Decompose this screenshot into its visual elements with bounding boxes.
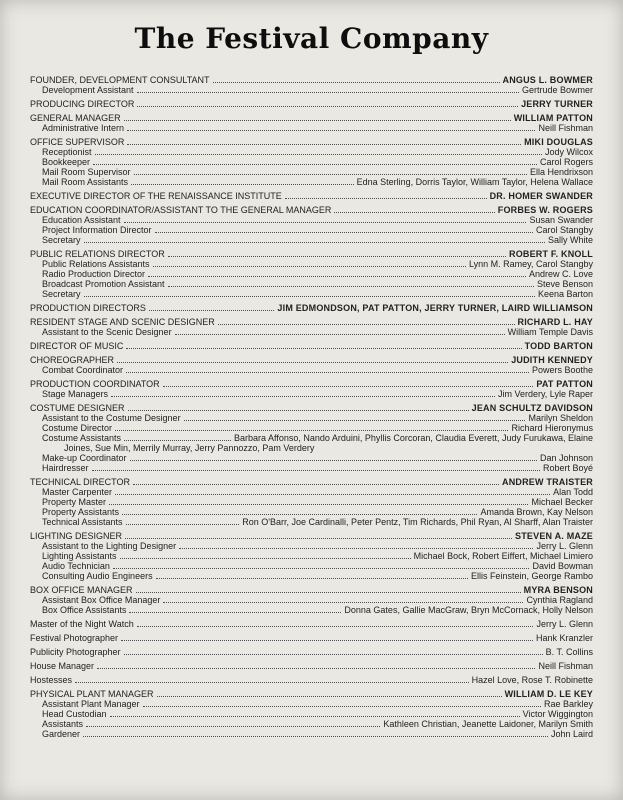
person-names: Rae Barkley [543,699,593,709]
person-names: Michael Becker [531,497,593,507]
role-label: Assistant Box Office Manager [42,595,161,605]
role-label: Make-up Coordinator [42,453,127,463]
person-names: Edna Sterling, Dorris Taylor, William Taylor, Helena Wallace [356,177,593,187]
person-names: William Temple Davis [507,327,593,337]
dotted-leader [163,602,523,603]
person-names: JUDITH KENNEDY [511,355,593,365]
role-label: CHOREOGRAPHER [30,355,115,365]
person-names: WILLIAM PATTON [513,113,593,123]
roster-row [30,487,593,497]
dotted-leader [127,144,521,145]
person-names: TODD BARTON [524,341,593,351]
roster-row [30,507,593,517]
roster-row [30,585,593,595]
role-label: RESIDENT STAGE AND SCENIC DESIGNER [30,317,215,327]
role-label: Festival Photographer [30,633,119,643]
roster-row [30,205,593,215]
dotted-leader [126,372,529,373]
person-names: David Bowman [532,561,593,571]
dotted-leader [218,324,515,325]
roster-row [30,517,593,527]
person-names: ROBERT F. KNOLL [509,249,593,259]
person-names: Ellis Feinstein, George Rambo [470,571,593,581]
dotted-leader [143,706,541,707]
roster-row [30,551,593,561]
dotted-leader [163,386,534,387]
person-names: Keena Barton [537,289,593,299]
person-names: DR. HOMER SWANDER [489,191,593,201]
dotted-leader [124,120,511,121]
dotted-leader [75,682,469,683]
roster-row [30,477,593,487]
dotted-leader [84,242,545,243]
person-names: JEAN SCHULTZ DAVIDSON [471,403,593,413]
role-label: Assistants [42,719,84,729]
dotted-leader [115,494,550,495]
role-label: Head Custodian [42,709,107,719]
dotted-leader [120,558,411,559]
role-label: House Manager [30,661,95,671]
dotted-leader [137,92,519,93]
person-names: FORBES W. ROGERS [497,205,593,215]
dotted-leader [124,222,527,223]
person-names: ANGUS L. BOWMER [502,75,593,85]
role-label: Assistant to the Costume Designer [42,413,181,423]
dotted-leader [136,592,521,593]
dotted-leader [168,286,534,287]
roster-row [30,423,593,433]
role-label: Mail Room Assistants [42,177,129,187]
roster-row [30,85,593,95]
person-names: JIM EDMONDSON, PAT PATTON, JERRY TURNER, LAIRD WILLIAMSON [277,303,593,313]
roster-row [30,157,593,167]
person-names: Cynthia Ragland [526,595,593,605]
person-names: RICHARD L. HAY [517,317,593,327]
person-names: Dan Johnson [539,453,593,463]
role-label: Consulting Audio Engineers [42,571,153,581]
dotted-leader [149,310,275,311]
roster-row [30,259,593,269]
dotted-leader [133,484,499,485]
roster-row [30,327,593,337]
role-label: FOUNDER, DEVELOPMENT CONSULTANT [30,75,210,85]
person-names: John Laird [550,729,593,739]
role-label: PUBLIC RELATIONS DIRECTOR [30,249,165,259]
roster-row [30,675,593,685]
person-names: Powers Boothe [531,365,593,375]
roster-row [30,595,593,605]
role-label: PHYSICAL PLANT MANAGER [30,689,154,699]
person-names: Neill Fishman [538,661,593,671]
person-names: Jerry L. Glenn [536,541,593,551]
dotted-leader [131,184,354,185]
roster-row [30,365,593,375]
person-names: Alan Todd [553,487,593,497]
person-names: Amanda Brown, Kay Nelson [480,507,593,517]
role-label: Mail Room Supervisor [42,167,131,177]
roster-row [30,729,593,739]
roster-row [30,571,593,581]
role-label: LIGHTING DESIGNER [30,531,123,541]
role-label: Lighting Assistants [42,551,117,561]
dotted-leader [127,130,535,131]
role-label: Master of the Night Watch [30,619,134,629]
dotted-leader [92,470,540,471]
role-label: BOX OFFICE MANAGER [30,585,133,595]
roster-row [30,497,593,507]
roster-row [30,269,593,279]
person-names: Gertrude Bowmer [521,85,593,95]
role-label: COSTUME DESIGNER [30,403,125,413]
dotted-leader [124,440,231,441]
role-label: Radio Production Director [42,269,146,279]
roster-row [30,99,593,109]
dotted-leader [168,256,506,257]
person-names: Carol Rogers [539,157,593,167]
person-names: Jerry L. Glenn [536,619,593,629]
role-label: OFFICE SUPERVISOR [30,137,125,147]
dotted-leader [83,736,548,737]
person-names: Barbara Affonso, Nando Arduini, Phyllis Corcoran, Claudia Everett, Judy Furukawa, Elaine [233,433,593,443]
dotted-leader [113,568,530,569]
roster-row [30,317,593,327]
role-label: Property Assistants [42,507,120,517]
role-label: Administrative Intern [42,123,125,133]
dotted-leader [121,640,533,641]
person-names: Ella Hendrixson [529,167,593,177]
roster-row [30,191,593,201]
names-continuation: Joines, Sue Min, Merrily Murray, Jerry Pannozzo, Pam Verdery [64,443,315,453]
roster-row [30,379,593,389]
roster-row [30,605,593,615]
person-names: Hazel Love, Rose T. Robinette [471,675,593,685]
roster-row [30,113,593,123]
dotted-leader [97,668,535,669]
role-label: Receptionist [42,147,92,157]
role-label: EXECUTIVE DIRECTOR OF THE RENAISSANCE INSTITUTE [30,191,282,201]
roster-row [30,463,593,473]
roster-row [30,137,593,147]
roster-row [30,75,593,85]
person-names: B. T. Collins [545,647,593,657]
dotted-leader [155,232,533,233]
dotted-leader [129,612,341,613]
role-label: Stage Managers [42,389,109,399]
person-names: Neill Fishman [538,123,593,133]
dotted-leader [124,654,543,655]
role-label: Education Assistant [42,215,121,225]
role-label: PRODUCTION DIRECTORS [30,303,146,313]
roster-row [30,719,593,729]
roster-row [30,541,593,551]
role-label: Secretary [42,235,81,245]
person-names: Jody Wilcox [544,147,593,157]
person-names: Kathleen Christian, Jeanette Laidoner, Marilyn Smith [383,719,593,729]
roster-row [30,167,593,177]
page-title: The Festival Company [134,22,489,55]
dotted-leader [137,626,534,627]
roster-row [30,279,593,289]
role-label: Box Office Assistants [42,605,127,615]
role-label: Secretary [42,289,81,299]
roster-row [30,235,593,245]
role-label: Costume Director [42,423,113,433]
dotted-leader [115,430,508,431]
dotted-leader [111,396,495,397]
dotted-leader [126,348,521,349]
role-label: Public Relations Assistants [42,259,150,269]
person-names: Steve Benson [536,279,593,289]
roster-row [30,647,593,657]
dotted-leader [93,164,537,165]
dotted-leader [122,514,477,515]
dotted-leader [148,276,526,277]
roster-row [30,225,593,235]
role-label: Costume Assistants [42,433,122,443]
roster-row [30,633,593,643]
person-names: Susan Swander [529,215,593,225]
role-label: Assistant Plant Manager [42,699,140,709]
person-names: Donna Gates, Gallie MacGraw, Bryn McCornack, Holly Nelson [344,605,593,615]
roster-row [30,123,593,133]
dotted-leader [134,174,527,175]
role-label: EDUCATION COORDINATOR/ASSISTANT TO THE GENERAL MANAGER [30,205,332,215]
roster-row [30,355,593,365]
roster-row [30,561,593,571]
roster-row [30,699,593,709]
roster-row [30,709,593,719]
role-label: Technical Assistants [42,517,123,527]
person-names: Victor Wiggington [522,709,593,719]
roster-row [30,249,593,259]
dotted-leader [110,716,520,717]
person-names: MIKI DOUGLAS [524,137,593,147]
dotted-leader [184,420,526,421]
person-names: Carol Stangby [535,225,593,235]
dotted-leader [334,212,494,213]
person-names: MYRA BENSON [523,585,593,595]
role-label: TECHNICAL DIRECTOR [30,477,131,487]
person-names: Lynn M. Ramey, Carol Stangby [468,259,593,269]
dotted-leader [117,362,508,363]
roster-row [30,433,593,443]
dotted-leader [84,296,535,297]
dotted-leader [128,410,469,411]
dotted-leader [137,106,518,107]
role-label: PRODUCTION COORDINATOR [30,379,160,389]
person-names: Robert Boyé [542,463,593,473]
roster-row [30,661,593,671]
roster-row [30,389,593,399]
roster-row [30,147,593,157]
roster-row [30,531,593,541]
person-names: Ron O'Barr, Joe Cardinalli, Peter Pentz, Tim Richards, Phil Ryan, Al Sharff, Alan Traister [242,517,593,527]
dotted-leader [153,266,466,267]
role-label: Gardener [42,729,81,739]
dotted-leader [156,578,468,579]
person-names: Sally White [547,235,593,245]
dotted-leader [179,548,533,549]
role-label: Publicity Photographer [30,647,121,657]
roster-row [30,303,593,313]
person-names: WILLIAM D. LE KEY [504,689,593,699]
dotted-leader [125,538,512,539]
person-names: Richard Hieronymus [511,423,593,433]
roster-row [30,177,593,187]
person-names: Andrew C. Love [528,269,593,279]
role-label: GENERAL MANAGER [30,113,121,123]
dotted-leader [95,154,542,155]
person-names: Jim Verdery, Lyle Raper [497,389,593,399]
roster-row [30,619,593,629]
person-names: JERRY TURNER [521,99,593,109]
roster-row [30,453,593,463]
person-names: PAT PATTON [536,379,593,389]
person-names: Hank Kranzler [535,633,593,643]
roster-row [30,413,593,423]
role-label: Audio Technician [42,561,110,571]
person-names: Marilyn Sheldon [528,413,593,423]
roster-row [30,289,593,299]
role-label: Assistant to the Scenic Designer [42,327,172,337]
role-label: Combat Coordinator [42,365,124,375]
dotted-leader [157,696,502,697]
role-label: DIRECTOR OF MUSIC [30,341,124,351]
dotted-leader [86,726,380,727]
dotted-leader [109,504,528,505]
role-label: Assistant to the Lighting Designer [42,541,177,551]
roster-row [30,215,593,225]
dotted-leader [130,460,537,461]
role-label: Development Assistant [42,85,134,95]
role-label: Bookkeeper [42,157,91,167]
role-label: Project Information Director [42,225,152,235]
role-label: Hairdresser [42,463,89,473]
role-label: Property Master [42,497,107,507]
person-names: Michael Bock, Robert Eiffert, Michael Limiero [413,551,593,561]
role-label: Broadcast Promotion Assistant [42,279,165,289]
role-label: Hostesses [30,675,73,685]
roster-row [30,341,593,351]
role-label: Master Carpenter [42,487,113,497]
dotted-leader [213,82,500,83]
dotted-leader [126,524,240,525]
dotted-leader [175,334,505,335]
roster [30,75,593,739]
role-label: PRODUCING DIRECTOR [30,99,135,109]
person-names: STEVEN A. MAZE [515,531,593,541]
dotted-leader [285,198,487,199]
person-names: ANDREW TRAISTER [502,477,593,487]
roster-row [30,689,593,699]
roster-row [30,403,593,413]
